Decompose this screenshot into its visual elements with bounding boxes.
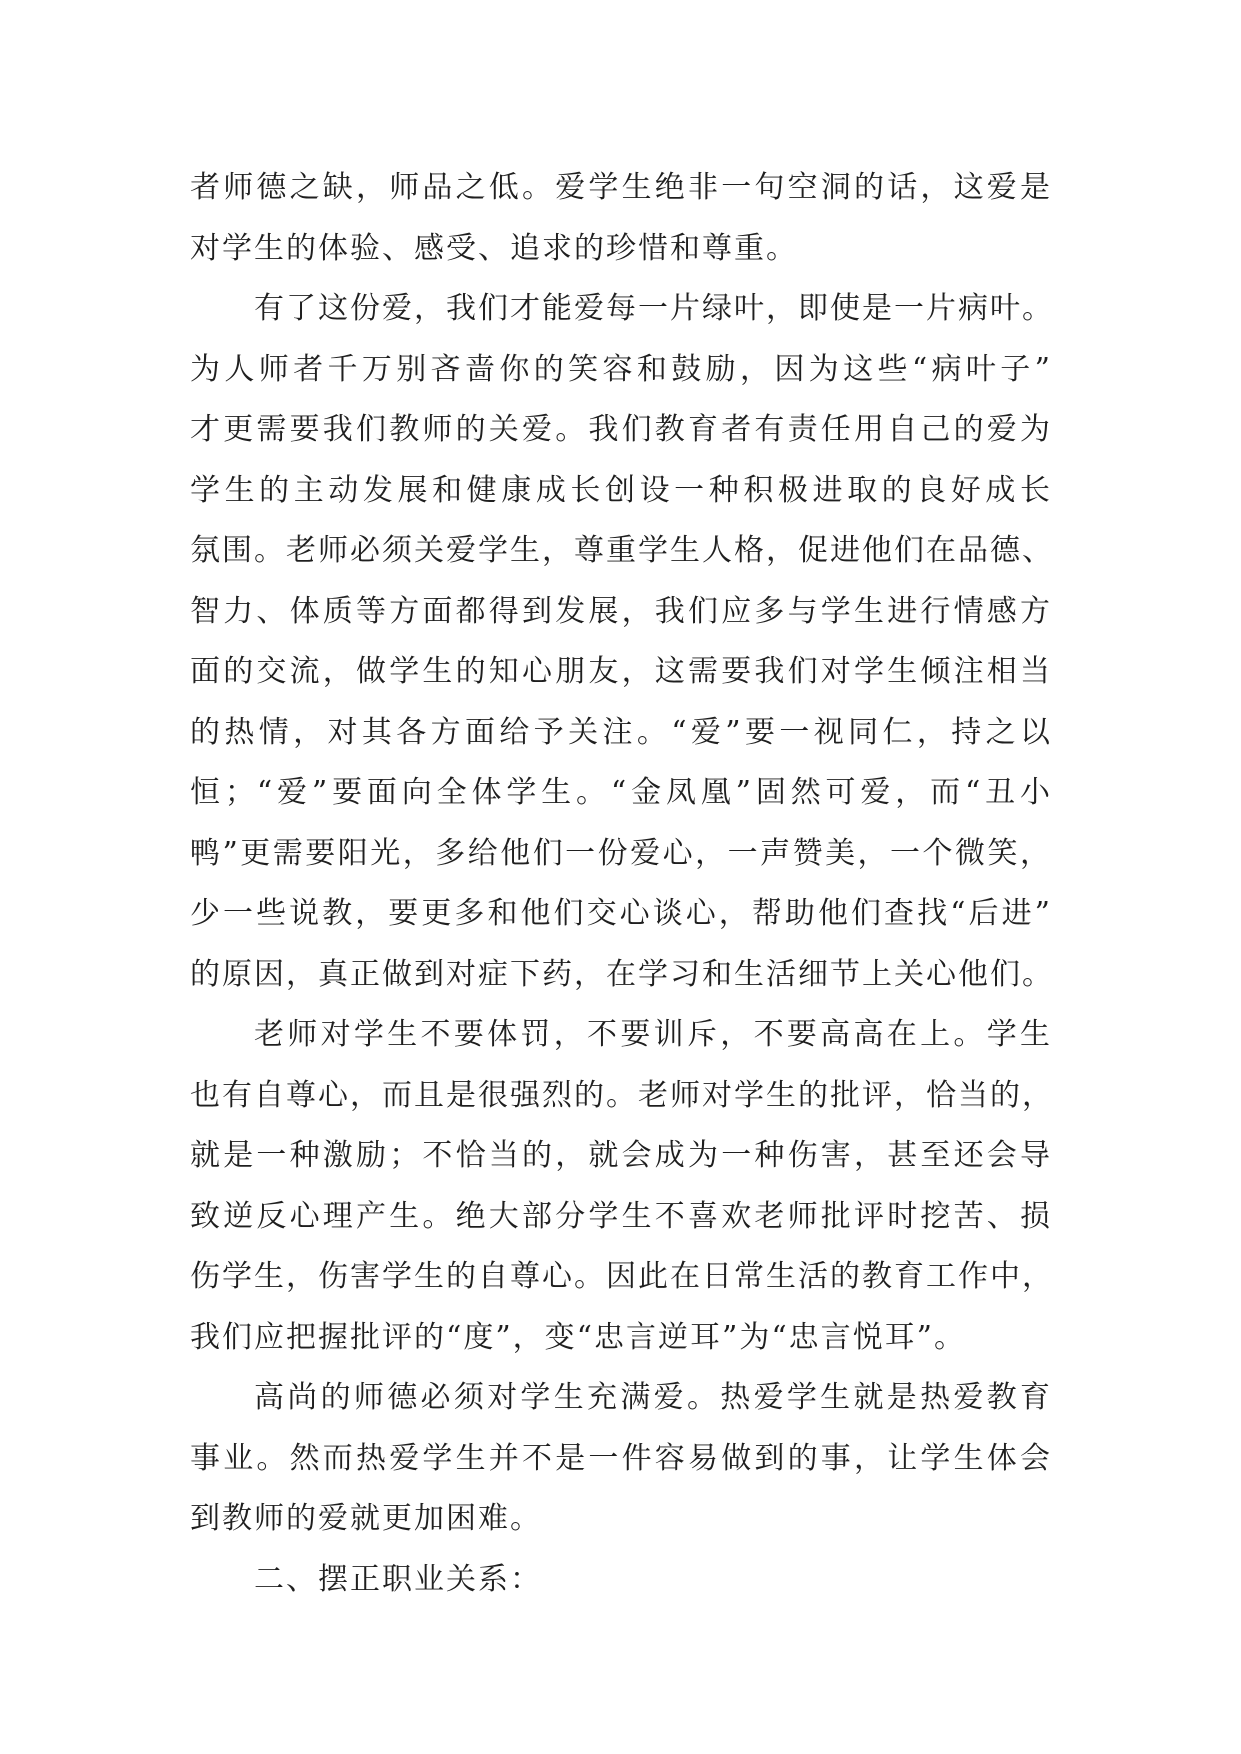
text-line: 事业。然而热爱学生并不是一件容易做到的事，让学生体会 [190, 1440, 1052, 1476]
text-line: 到教师的爱就更加困难。 [190, 1501, 542, 1536]
text-line: 对学生的体验、感受、追求的珍惜和尊重。 [190, 230, 798, 266]
paragraph-first-line: 高尚的师德必须对学生充满爱。热爱学生就是热爱教育 [254, 1380, 1052, 1415]
text-line: 者师德之缺，师品之低。爱学生绝非一句空洞的话，这爱是 [190, 170, 1052, 205]
text-line: 伤学生，伤害学生的自尊心。因此在日常生活的教育工作中， [190, 1259, 1054, 1294]
text-line: 为人师者千万别吝啬你的笑容和鼓励，因为这些“病叶子” [190, 351, 1052, 387]
text-line: 就是一种激励；不恰当的，就会成为一种伤害，甚至还会导 [190, 1138, 1052, 1173]
text-line: 也有自尊心，而且是很强烈的。老师对学生的批评，恰当的， [190, 1077, 1054, 1113]
text-line: 氛围。老师必须关爱学生，尊重学生人格，促进他们在品德、 [190, 533, 1054, 568]
text-line: 的热情，对其各方面给予关注。“爱”要一视同仁，持之以 [190, 714, 1052, 750]
text-line: 智力、体质等方面都得到发展，我们应多与学生进行情感方 [190, 593, 1052, 629]
text-line: 少一些说教，要更多和他们交心谈心，帮助他们查找“后进” [190, 896, 1052, 931]
text-line: 学生的主动发展和健康成长创设一种积极进取的良好成长 [190, 472, 1052, 508]
section-heading: 二、摆正职业关系： [254, 1561, 542, 1597]
paragraph-first-line: 有了这份爱，我们才能爱每一片绿叶，即使是一片病叶。 [254, 291, 1054, 326]
document-body [190, 158, 1052, 1610]
text-line: 致逆反心理产生。绝大部分学生不喜欢老师批评时挖苦、损 [190, 1198, 1052, 1234]
text-line: 面的交流，做学生的知心朋友，这需要我们对学生倾注相当 [190, 654, 1052, 689]
text-line: 我们应把握批评的“度”，变“忠言逆耳”为“忠言悦耳”。 [190, 1319, 967, 1355]
paragraph-first-line: 老师对学生不要体罚，不要训斥，不要高高在上。学生 [254, 1017, 1052, 1052]
text-line: 的原因，真正做到对症下药，在学习和生活细节上关心他们。 [190, 956, 1054, 992]
text-line: 鸭”更需要阳光，多给他们一份爱心，一声赞美，一个微笑， [190, 835, 1052, 871]
text-line: 才更需要我们教师的关爱。我们教育者有责任用自己的爱为 [190, 412, 1052, 447]
text-line: 恒；“爱”要面向全体学生。“金凤凰”固然可爱，而“丑小 [190, 775, 1052, 810]
